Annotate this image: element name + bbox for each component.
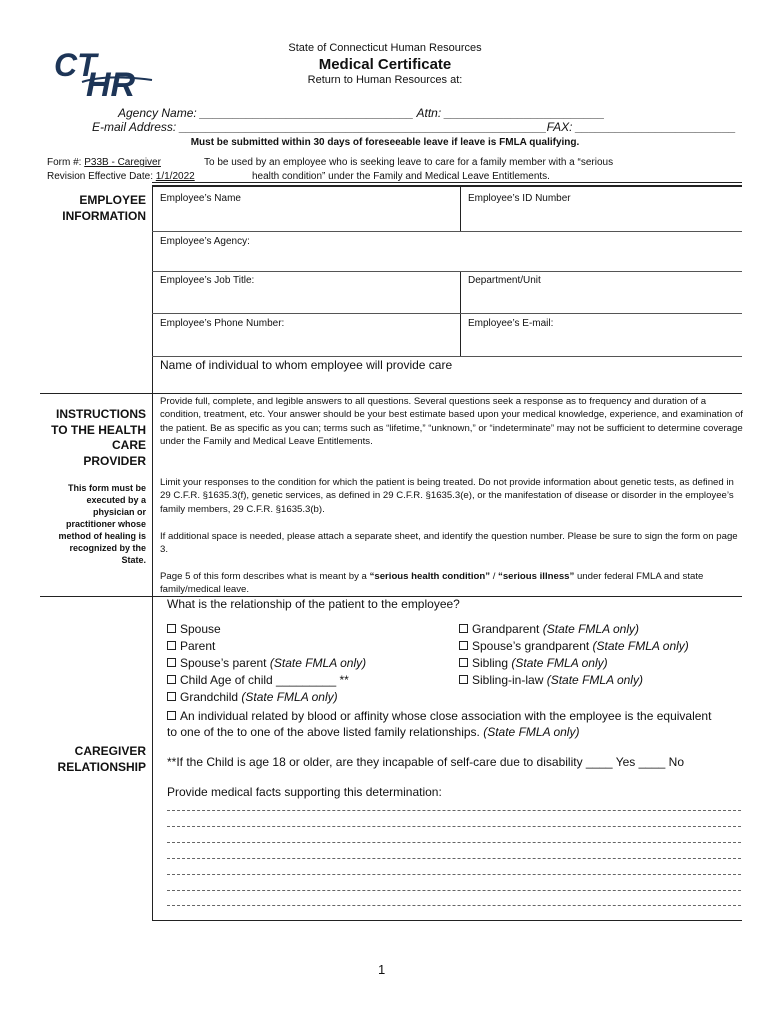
svg-text:HR: HR bbox=[86, 66, 136, 100]
page-title: Medical Certificate bbox=[318, 56, 452, 73]
row-divider bbox=[152, 231, 742, 232]
row-divider bbox=[152, 271, 742, 272]
instructions-section-title: INSTRUCTIONS TO THE HEALTH CARE PROVIDER bbox=[51, 407, 146, 468]
medical-facts-label: Provide medical facts supporting this determination: bbox=[167, 785, 442, 799]
medical-facts-line[interactable] bbox=[167, 810, 741, 811]
instructions-paragraph-2: Limit your responses to the condition for which the patient is being treated. Do not provide information about genetic tests, as defined in 29 C.F.R. §1635.3(f), genetic services, as defined in 29 C.F.R. §1635.3(e), or the manifestation of disease or disorder in the employee’s family members, 29 C.F.R. §1635.3(b). bbox=[160, 477, 734, 515]
checkbox-icon[interactable] bbox=[167, 675, 176, 684]
option-blood-affinity[interactable]: An individual related by blood or affinity whose close association with the employee is the equivalent bbox=[167, 709, 711, 723]
checkbox-icon[interactable] bbox=[459, 675, 468, 684]
job-title-field[interactable]: Employee’s Job Title: bbox=[160, 275, 255, 286]
checkbox-icon[interactable] bbox=[459, 658, 468, 667]
child-over-18-question[interactable]: **If the Child is age 18 or older, are they incapable of self-care due to disability ____ Yes ____ No bbox=[167, 755, 685, 769]
purpose-line-1: To be used by an employee who is seeking leave to care for a family member with a “serious bbox=[204, 157, 614, 168]
section-bottom-rule bbox=[152, 920, 742, 921]
row-divider bbox=[152, 313, 742, 314]
row-divider bbox=[152, 356, 742, 357]
employee-section-title: EMPLOYEE INFORMATION bbox=[62, 193, 146, 223]
purpose-line-2: health condition” under the Family and Medical Leave Entitlements. bbox=[252, 171, 550, 182]
caregiver-section-title: CAREGIVER RELATIONSHIP bbox=[57, 744, 146, 774]
checkbox-icon[interactable] bbox=[459, 624, 468, 633]
medical-facts-line[interactable] bbox=[167, 905, 741, 906]
email-fax-field[interactable]: E-mail Address: _______________________________________________________FAX: ________________________ bbox=[92, 120, 736, 134]
option-sibling-in-law[interactable]: Sibling-in-law (State FMLA only) bbox=[459, 673, 643, 687]
org-name: State of Connecticut Human Resources bbox=[288, 42, 482, 54]
employee-id-field[interactable]: Employee’s ID Number bbox=[468, 193, 571, 204]
option-blood-affinity-line-2: to one of the to one of the above listed family relationships. (State FMLA only) bbox=[167, 725, 580, 739]
option-sibling[interactable]: Sibling (State FMLA only) bbox=[459, 656, 608, 670]
revision-date: Revision Effective Date: 1/1/2022 bbox=[47, 171, 195, 182]
option-spouses-parent[interactable]: Spouse’s parent (State FMLA only) bbox=[167, 656, 366, 670]
option-spouses-grandparent[interactable]: Spouse’s grandparent (State FMLA only) bbox=[459, 639, 689, 653]
caregiver-left-border bbox=[152, 596, 153, 920]
instructions-paragraph-3: If additional space is needed, please attach a separate sheet, and identify the question number. Please be sure to sign the form on page 3. bbox=[160, 531, 738, 556]
medical-facts-line[interactable] bbox=[167, 890, 741, 891]
deadline-notice: Must be submitted within 30 days of foreseeable leave if leave is FMLA qualifying. bbox=[190, 137, 580, 148]
return-to: Return to Human Resources at: bbox=[307, 74, 463, 86]
care-recipient-field[interactable]: Name of individual to whom employee will provide care bbox=[160, 358, 453, 372]
checkbox-icon[interactable] bbox=[167, 692, 176, 701]
checkbox-icon[interactable] bbox=[459, 641, 468, 650]
employee-left-border bbox=[152, 187, 153, 393]
option-child[interactable]: Child Age of child _________ ** bbox=[167, 673, 349, 687]
option-spouse[interactable]: Spouse bbox=[167, 622, 221, 636]
department-field[interactable]: Department/Unit bbox=[468, 275, 541, 286]
phone-field[interactable]: Employee’s Phone Number: bbox=[160, 318, 285, 329]
name-id-divider bbox=[460, 187, 461, 231]
form-number: Form #: P33B - Caregiver bbox=[47, 157, 161, 168]
option-grandchild[interactable]: Grandchild (State FMLA only) bbox=[167, 690, 338, 704]
checkbox-icon[interactable] bbox=[167, 641, 176, 650]
medical-facts-line[interactable] bbox=[167, 874, 741, 875]
medical-facts-line[interactable] bbox=[167, 826, 741, 827]
instructions-paragraph-1: Provide full, complete, and legible answers to all questions. Several questions seek a response as to frequency and duration of a condition, treatment, etc. Your answer should be your best estimate based upon your medical knowledge, experience, and examination of the patient. Be as specific as you can; terms such as “lifetime,” “unknown,” or “indeterminate” may not be sufficient to determine coverage under the Family and Medical Leave Entitlements. bbox=[160, 396, 743, 448]
employee-agency-field[interactable]: Employee’s Agency: bbox=[160, 236, 250, 247]
section-divider bbox=[40, 393, 742, 394]
checkbox-icon[interactable] bbox=[167, 624, 176, 633]
page-number: 1 bbox=[378, 962, 386, 977]
relationship-question: What is the relationship of the patient to the employee? bbox=[167, 597, 460, 611]
header-divider bbox=[152, 182, 742, 183]
svg-text:CT: CT bbox=[54, 48, 97, 83]
employee-email-field[interactable]: Employee’s E-mail: bbox=[468, 318, 554, 329]
medical-facts-line[interactable] bbox=[167, 842, 741, 843]
option-grandparent[interactable]: Grandparent (State FMLA only) bbox=[459, 622, 639, 636]
instructions-paragraph-4: Page 5 of this form describes what is meant by a “serious health condition” / “serious illness” under federal FMLA and state family/medical leave. bbox=[160, 571, 704, 596]
option-parent[interactable]: Parent bbox=[167, 639, 215, 653]
checkbox-icon[interactable] bbox=[167, 658, 176, 667]
medical-facts-line[interactable] bbox=[167, 858, 741, 859]
agency-name-field[interactable]: Agency Name: ________________________________ Attn: ________________________ bbox=[118, 106, 605, 120]
employee-name-field[interactable]: Employee’s Name bbox=[160, 193, 241, 204]
instructions-left-border bbox=[152, 393, 153, 596]
header-divider-thick bbox=[152, 185, 742, 187]
checkbox-icon[interactable] bbox=[167, 711, 176, 720]
provider-requirement-note: This form must be executed by a physician or practitioner whose method of healing is recognized by the State. bbox=[58, 483, 146, 565]
